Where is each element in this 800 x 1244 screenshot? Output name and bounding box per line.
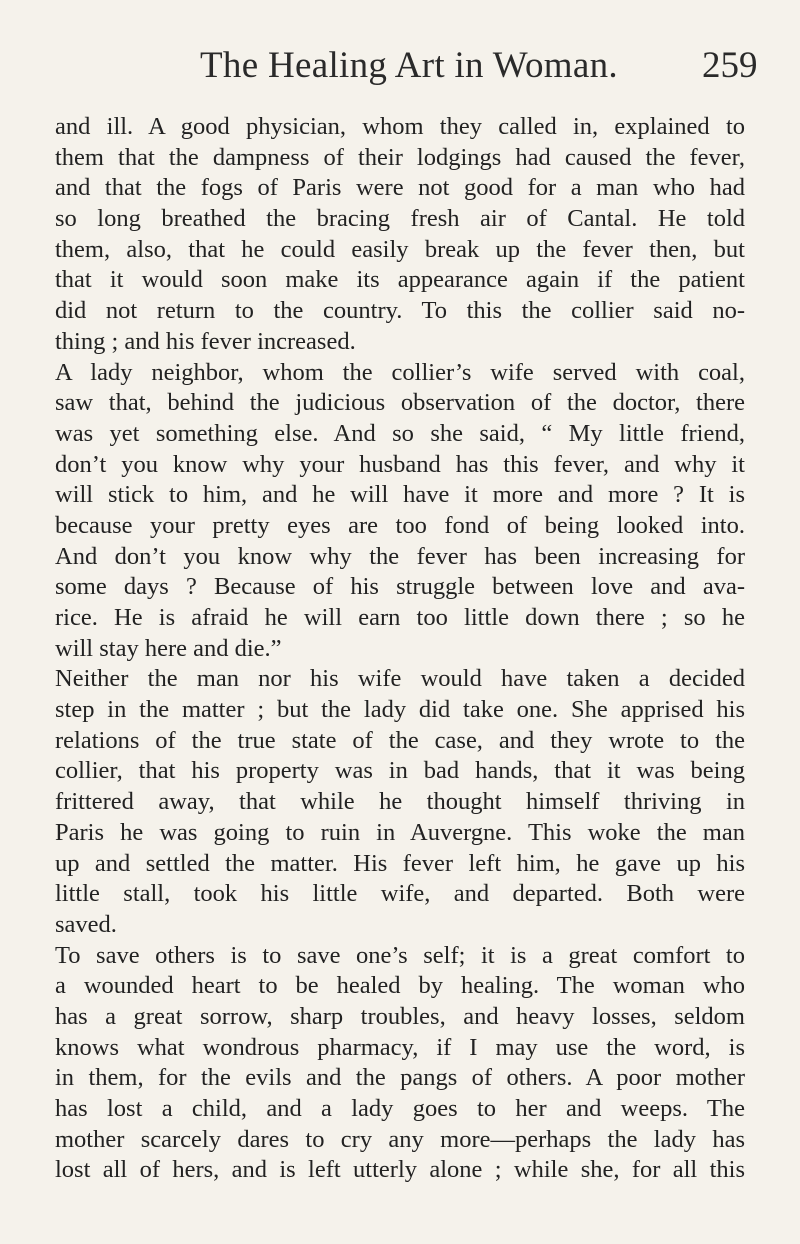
- text-line: and ill. A good physician, whom they called in, explained to: [55, 113, 745, 140]
- text-line: has a great sorrow, sharp troubles, and heavy losses, seldom: [55, 1002, 745, 1030]
- text-line: relations of the true state of the case, and they wrote to the: [55, 726, 745, 754]
- text-line: rice. He is afraid he will earn too little down there ; so he: [55, 604, 745, 631]
- text-line: mother scarcely dares to cry any more—perhaps the lady has: [55, 1125, 745, 1153]
- text-line: Neither the man nor his wife would have taken a decided: [55, 665, 745, 693]
- text-line: saw that, behind the judicious observation of the doctor, there: [55, 389, 745, 417]
- text-line: saved.: [55, 910, 117, 938]
- text-line: will stay here and die.”: [55, 634, 282, 662]
- text-line: up and settled the matter. His fever left him, he gave up his: [55, 849, 745, 877]
- text-line: To save others is to save one’s self; it is a great comfort to: [55, 941, 745, 969]
- text-line: them, also, that he could easily break up the fever then, but: [55, 235, 745, 263]
- text-line: that it would soon make its appearance again if the patient: [55, 266, 745, 294]
- text-line: Paris he was going to ruin in Auvergne. This woke the man: [55, 818, 745, 846]
- body-text: [55, 112, 745, 1186]
- text-line: thing ; and his fever increased.: [55, 327, 356, 355]
- text-line: did not return to the country. To this the collier said no-: [55, 297, 745, 325]
- text-line: knows what wondrous pharmacy, if I may use the word, is: [55, 1033, 745, 1061]
- text-line: lost all of hers, and is left utterly alone ; while she, for all this: [55, 1156, 745, 1184]
- text-line: a wounded heart to be healed by healing. The woman who: [55, 972, 745, 1000]
- text-line: so long breathed the bracing fresh air of Cantal. He told: [55, 205, 745, 233]
- text-line: in them, for the evils and the pangs of others. A poor mother: [55, 1064, 745, 1092]
- text-line: little stall, took his little wife, and departed. Both were: [55, 880, 745, 908]
- text-line: has lost a child, and a lady goes to her and weeps. The: [55, 1095, 745, 1122]
- text-line: because your pretty eyes are too fond of being looked into.: [55, 511, 745, 539]
- text-line: frittered away, that while he thought himself thriving in: [55, 788, 745, 816]
- text-line: step in the matter ; but the lady did take one. She apprised his: [55, 696, 745, 724]
- page-number: 259: [702, 45, 758, 86]
- text-line: A lady neighbor, whom the collier’s wife served with coal,: [55, 358, 745, 386]
- text-line: was yet something else. And so she said, “ My little friend,: [55, 419, 745, 447]
- text-line: and that the fogs of Paris were not good for a man who had: [55, 174, 745, 202]
- text-line: will stick to him, and he will have it more and more ? It is: [55, 481, 745, 509]
- text-line: collier, that his property was in bad hands, that it was being: [55, 757, 745, 785]
- text-line: don’t you know why your husband has this fever, and why it: [55, 450, 745, 478]
- text-line: some days ? Because of his struggle between love and ava-: [55, 573, 745, 601]
- text-line: And don’t you know why the fever has been increasing for: [55, 542, 745, 570]
- running-title: The Healing Art in Woman.: [200, 45, 618, 86]
- page-header: [0, 44, 800, 94]
- text-line: them that the dampness of their lodgings had caused the fever,: [55, 143, 745, 171]
